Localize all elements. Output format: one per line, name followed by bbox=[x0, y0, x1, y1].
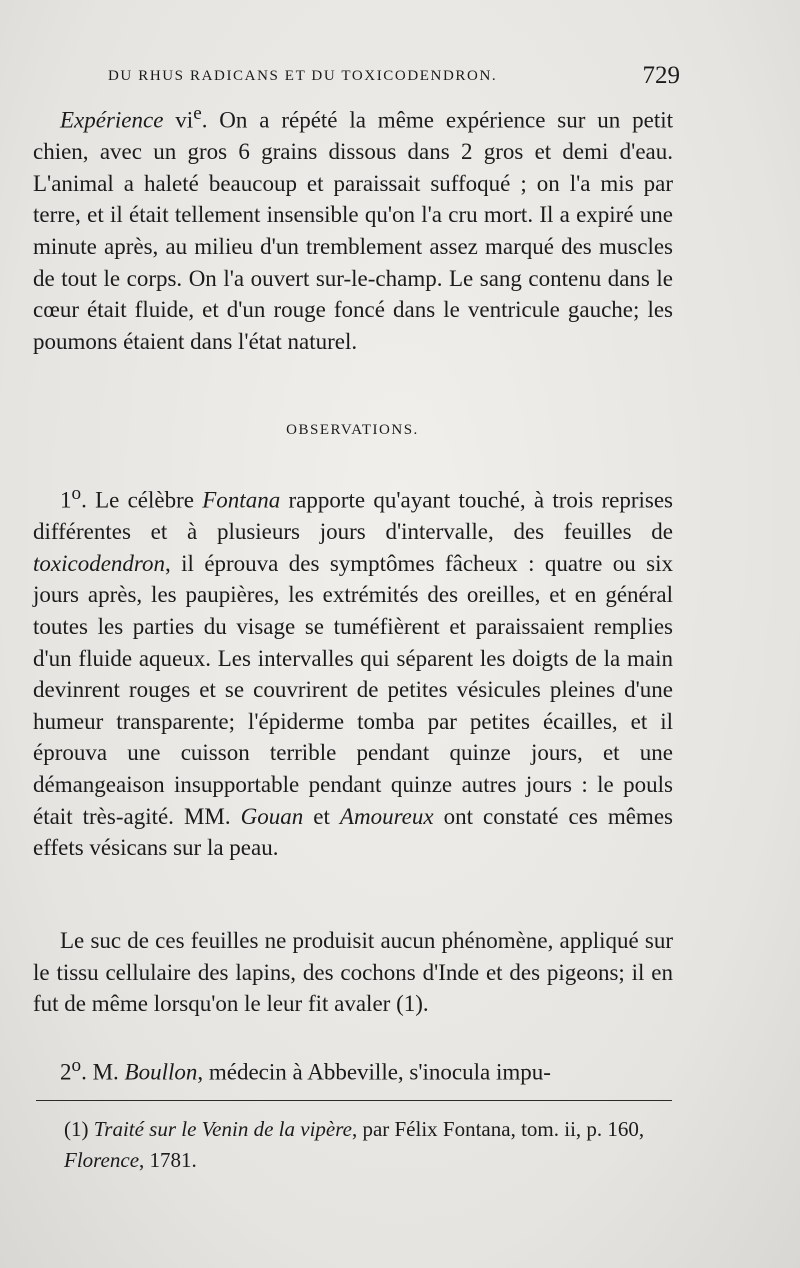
experience-numeral-sup: e bbox=[193, 103, 202, 124]
obs2-number: 2 bbox=[60, 1059, 72, 1085]
obs1-name-gouan: Gouan bbox=[240, 803, 304, 829]
experience-label: Expérience bbox=[60, 107, 164, 133]
footnote-title: Traité sur le Venin de la vipère bbox=[93, 1117, 352, 1141]
page-number: 729 bbox=[642, 62, 680, 89]
obs1-number: 1 bbox=[60, 487, 72, 513]
footnote bbox=[64, 1114, 674, 1176]
paragraph-suc: Le suc de ces feuilles ne produisit aucun phénomène, appliqué sur le tissu cellulaire des lapins, des cochons d'Inde et des pigeons; il en fut de même lorsqu'on le leur fit avaler (1). bbox=[33, 928, 673, 1017]
obs1-name-fontana: Fontana bbox=[202, 487, 281, 513]
section-heading: OBSERVATIONS. bbox=[286, 422, 419, 438]
obs1-text-4: et bbox=[303, 803, 340, 829]
obs1-name-amoureux: Amoureux bbox=[339, 803, 434, 829]
footnote-rule bbox=[36, 1100, 672, 1101]
obs1-text-3: , il éprouva des symptômes fâcheux : quatre ou six jours après, les paupières, les extrémités des oreilles, et en général toutes les parties du visage se tuméfièrent et paraissaient remplies d'un fluide aqueux. Les intervalles qui séparent les doigts de la main devinrent rouges et se couvrirent de petites vésicules pleines d'une humeur transparente; l'épiderme tomba par petites écailles, et il éprouva une cuisson terrible pendant quinze jours, et une démangeaison insupportable pendant quinze autres jours : le pouls était très-agité. MM. bbox=[33, 550, 673, 829]
obs1-number-sup: o bbox=[71, 483, 82, 504]
obs2-text-1: . M. bbox=[81, 1059, 125, 1085]
experience-numeral: vi bbox=[175, 107, 194, 133]
obs1-text-5: ont constaté ces mêmes effets vésicans sur la peau. bbox=[33, 803, 673, 861]
paragraph-experience-6 bbox=[33, 98, 673, 357]
obs2-number-sup: o bbox=[71, 1055, 82, 1076]
paragraph-observation-2 bbox=[33, 1050, 673, 1088]
footnote-city: Florence bbox=[64, 1148, 140, 1172]
obs2-name-boullon: Boullon bbox=[124, 1059, 198, 1085]
obs1-text-2: rapporte qu'ayant touché, à trois reprises différentes et à plusieurs jours d'intervalle, des feuilles de bbox=[33, 487, 673, 545]
obs2-text-2: , médecin à Abbeville, s'inocula impu- bbox=[197, 1059, 551, 1085]
footnote-text-1: , par Félix Fontana, tom. ii, p. 160, bbox=[351, 1117, 645, 1141]
footnote-mark: (1) bbox=[64, 1117, 94, 1141]
paragraph-observation-1 bbox=[33, 478, 673, 864]
running-head bbox=[100, 62, 680, 92]
obs1-term-toxicodendron: toxicodendron bbox=[33, 550, 166, 576]
experience-text: . On a répété la même expérience sur un petit chien, avec un gros 6 grains dissous dans 2 gros et demi d'eau. L'animal a haleté beaucoup et paraissait suffoqué ; on l'a mis par terre, et il était tellement insensible qu'on l'a cru mort. Il a expiré une minute après, au milieu d'un tremblement assez marqué des muscles de tout le corps. On l'a ouvert sur-le-champ. Le sang contenu dans le cœur était fluide, et d'un rouge foncé dans le ventricule gauche; les poumons étaient dans l'état naturel. bbox=[33, 107, 674, 354]
running-title: DU RHUS RADICANS ET DU TOXICODENDRON. bbox=[108, 68, 498, 84]
obs1-text-1: . Le célèbre bbox=[81, 487, 203, 513]
footnote-text-2: , 1781. bbox=[139, 1148, 197, 1172]
